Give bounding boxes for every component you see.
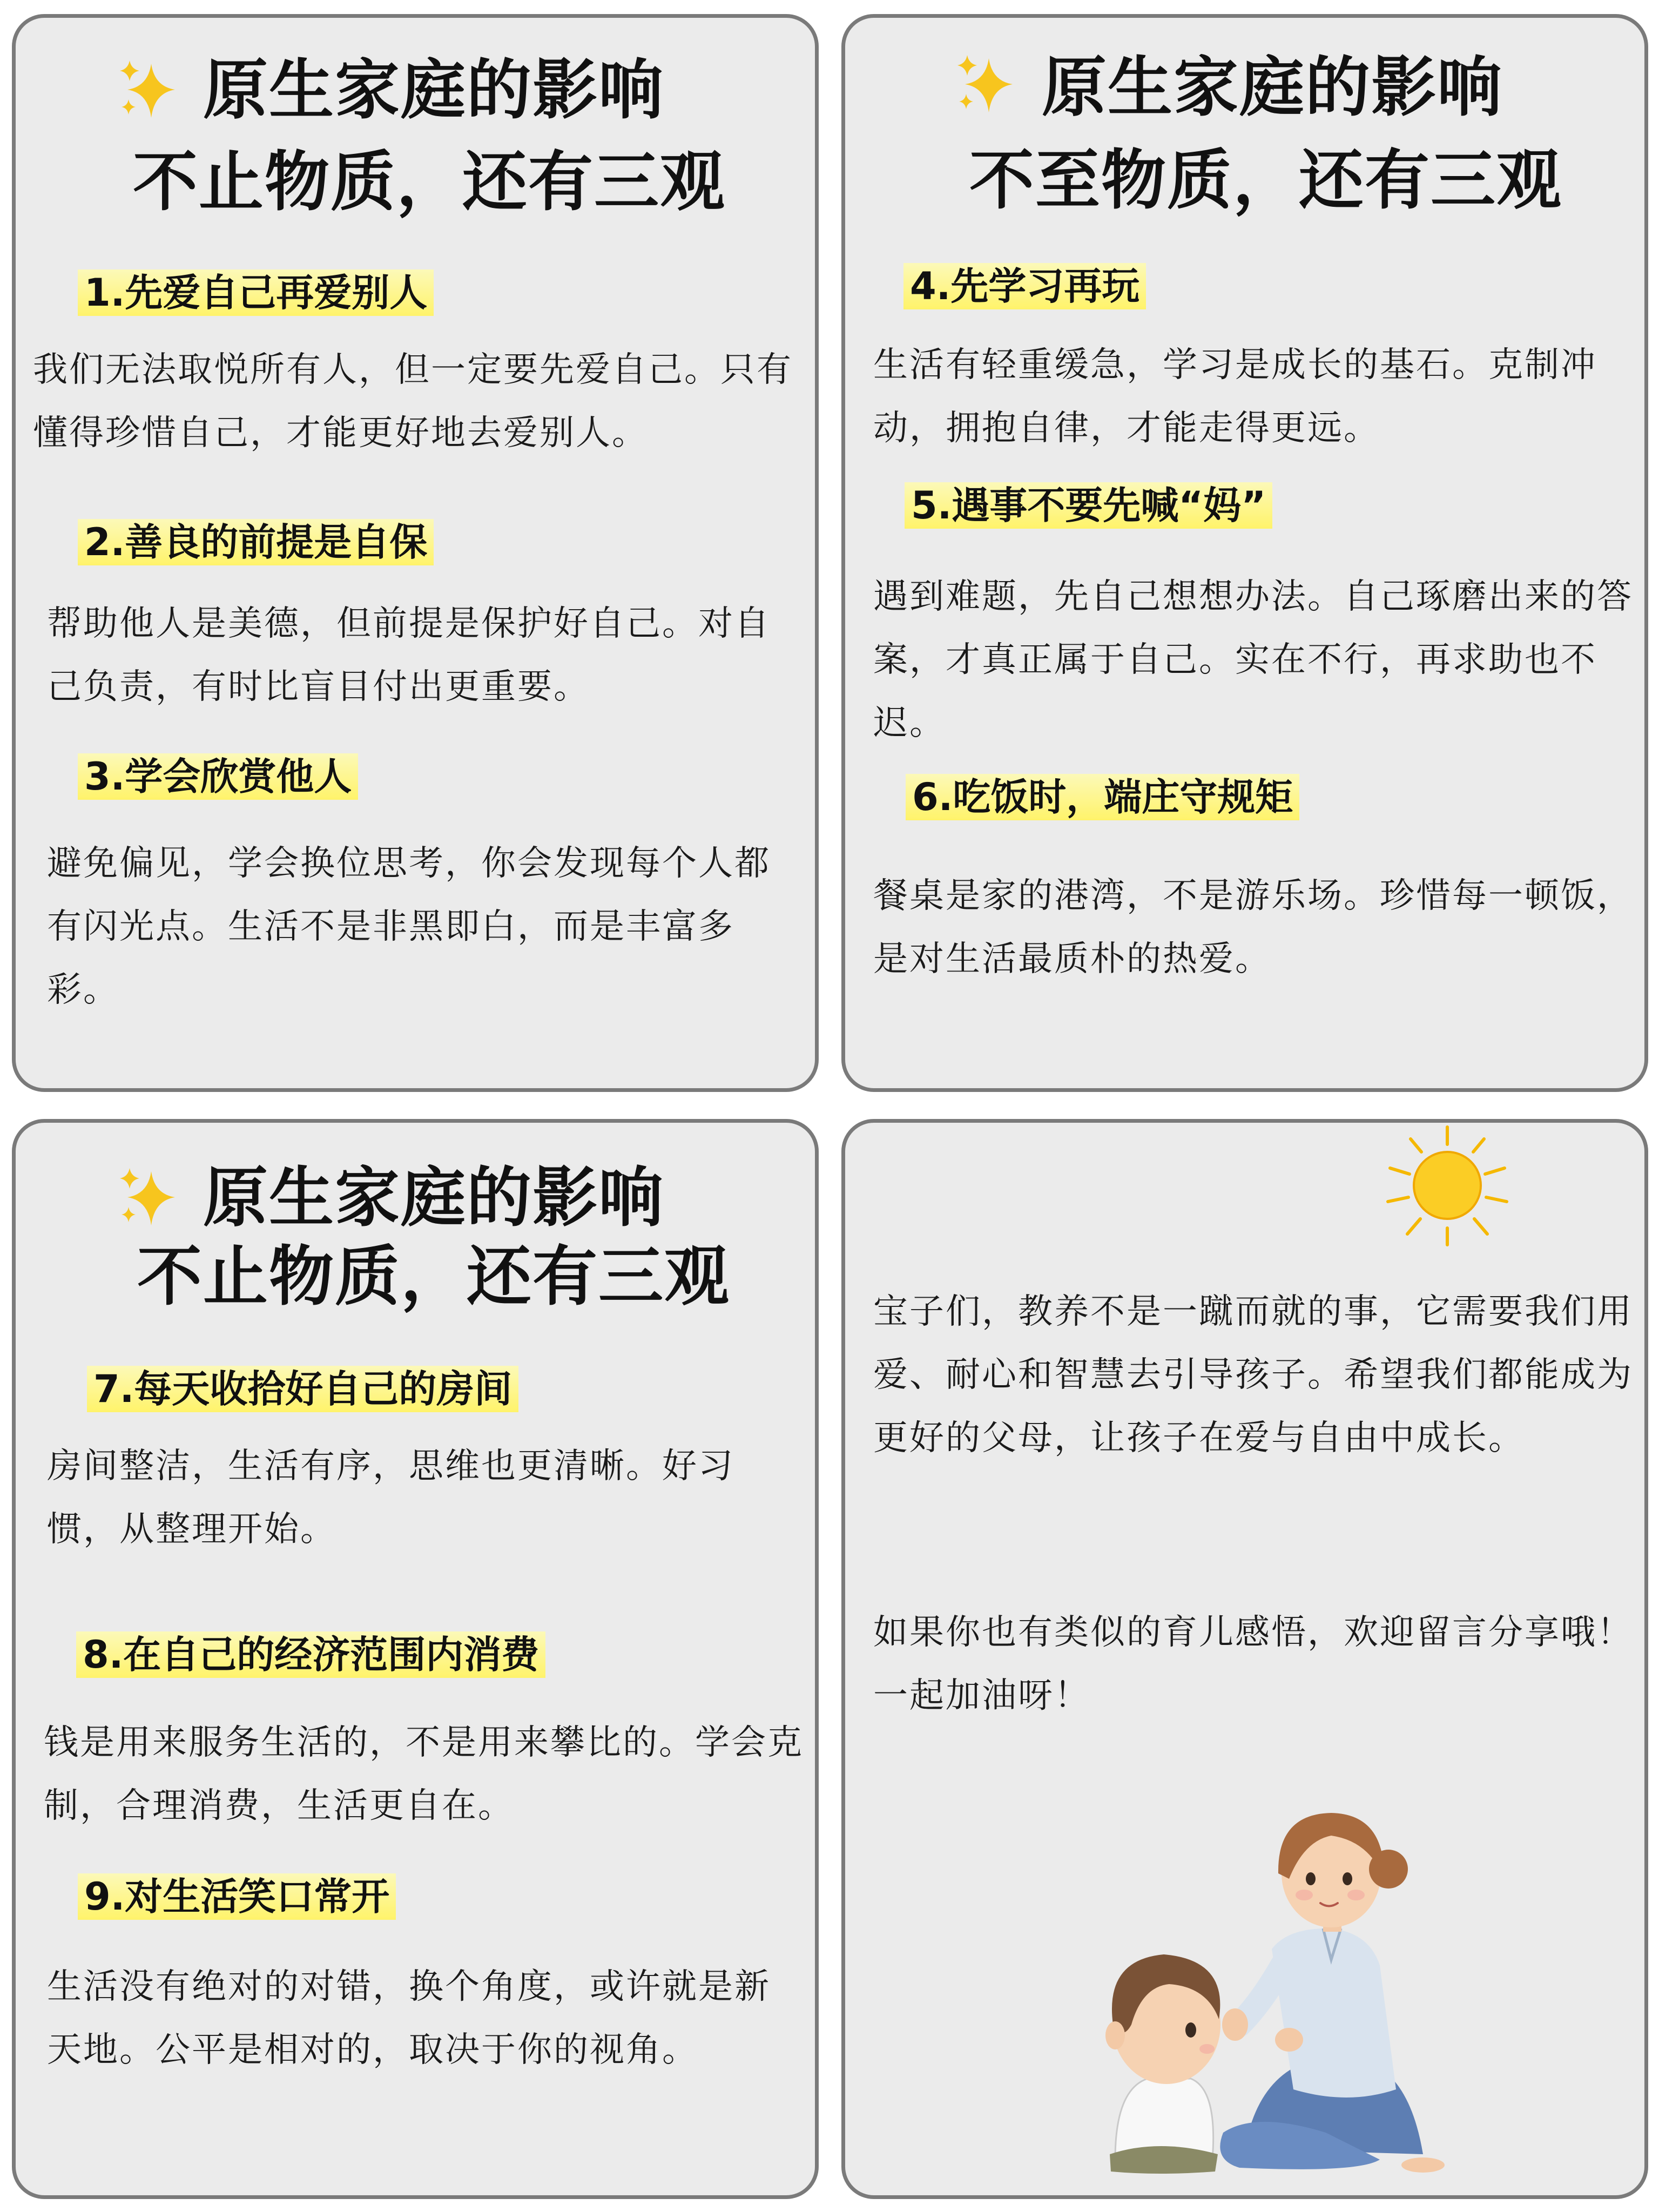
tip-body: 生活有轻重缓急，学习是成长的基石。克制冲动，拥抱自律，才能走得更远。 xyxy=(873,345,1597,448)
tip-heading: 8.在自己的经济范围内消费 xyxy=(76,1631,545,1678)
tip-heading: 7.每天收拾好自己的房间 xyxy=(87,1366,518,1412)
tip-heading: 9.对生活笑口常开 xyxy=(78,1873,396,1920)
tip-heading: 2.善良的前提是自保 xyxy=(78,519,434,565)
tip-body: 我们无法取悦所有人，但一定要先爱自己。只有懂得珍惜自己，才能更好地去爱别人。 xyxy=(33,350,793,453)
tip-body: 生活没有绝对的对错，换个角度，或许就是新天地。公平是相对的，取决于你的视角。 xyxy=(47,1967,771,2070)
tips-panel-2 xyxy=(841,14,1648,1092)
panel-title-line2: 不至物质，还有三观 xyxy=(969,143,1562,218)
tip-body: 房间整洁，生活有序，思维也更清晰。好习惯，从整理开始。 xyxy=(47,1446,734,1549)
closing-panel xyxy=(841,1119,1648,2199)
tips-panel-1 xyxy=(12,14,819,1092)
tip-body: 帮助他人是美德，但前提是保护好自己。对自己负责，有时比盲目付出更重要。 xyxy=(47,604,771,707)
sparkles-icon xyxy=(953,53,1018,118)
closing-invitation: 如果你也有类似的育儿感悟，欢迎留言分享哦！一起加油呀！ xyxy=(873,1613,1633,1716)
tip-heading: 6.吃饭时，端庄守规矩 xyxy=(906,774,1299,820)
sparkles-icon xyxy=(116,58,180,123)
sun-icon xyxy=(1372,1123,1523,1252)
closing-paragraph: 宝子们，教养不是一蹴而就的事，它需要我们用爱、耐心和智慧去引导孩子。希望我们都能成为更好的父母，让孩子在爱与自由中成长。 xyxy=(873,1292,1633,1458)
tip-body: 避免偏见，学会换位思考，你会发现每个人都有闪光点。生活不是非黑即白，而是丰富多彩。 xyxy=(47,844,771,1010)
panel-title-line1: 原生家庭的影响 xyxy=(1042,50,1503,125)
sparkles-icon xyxy=(116,1166,180,1231)
tips-panel-3 xyxy=(12,1119,819,2199)
tip-body: 餐桌是家的港湾，不是游乐场。珍惜每一顿饭，是对生活最质朴的热爱。 xyxy=(873,876,1633,979)
tip-body: 遇到难题，先自己想想办法。自己琢磨出来的答案，才真正属于自己。实在不行，再求助也不迟。 xyxy=(873,577,1633,743)
tip-heading: 3.学会欣赏他人 xyxy=(78,753,358,800)
tip-heading: 5.遇事不要先喊“妈” xyxy=(905,482,1272,529)
parent-child-illustration xyxy=(1077,1787,1455,2176)
panel-title-line2: 不止物质，还有三观 xyxy=(133,145,726,220)
tip-heading: 1.先爱自己再爱别人 xyxy=(78,269,434,316)
panel-title-line2: 不止物质，还有三观 xyxy=(137,1239,730,1314)
panel-title-line1: 原生家庭的影响 xyxy=(203,53,664,128)
tip-heading: 4.先学习再玩 xyxy=(903,263,1146,309)
tip-body: 钱是用来服务生活的，不是用来攀比的。学会克制，合理消费，生活更自在。 xyxy=(44,1723,804,1826)
panel-title-line1: 原生家庭的影响 xyxy=(203,1161,664,1236)
